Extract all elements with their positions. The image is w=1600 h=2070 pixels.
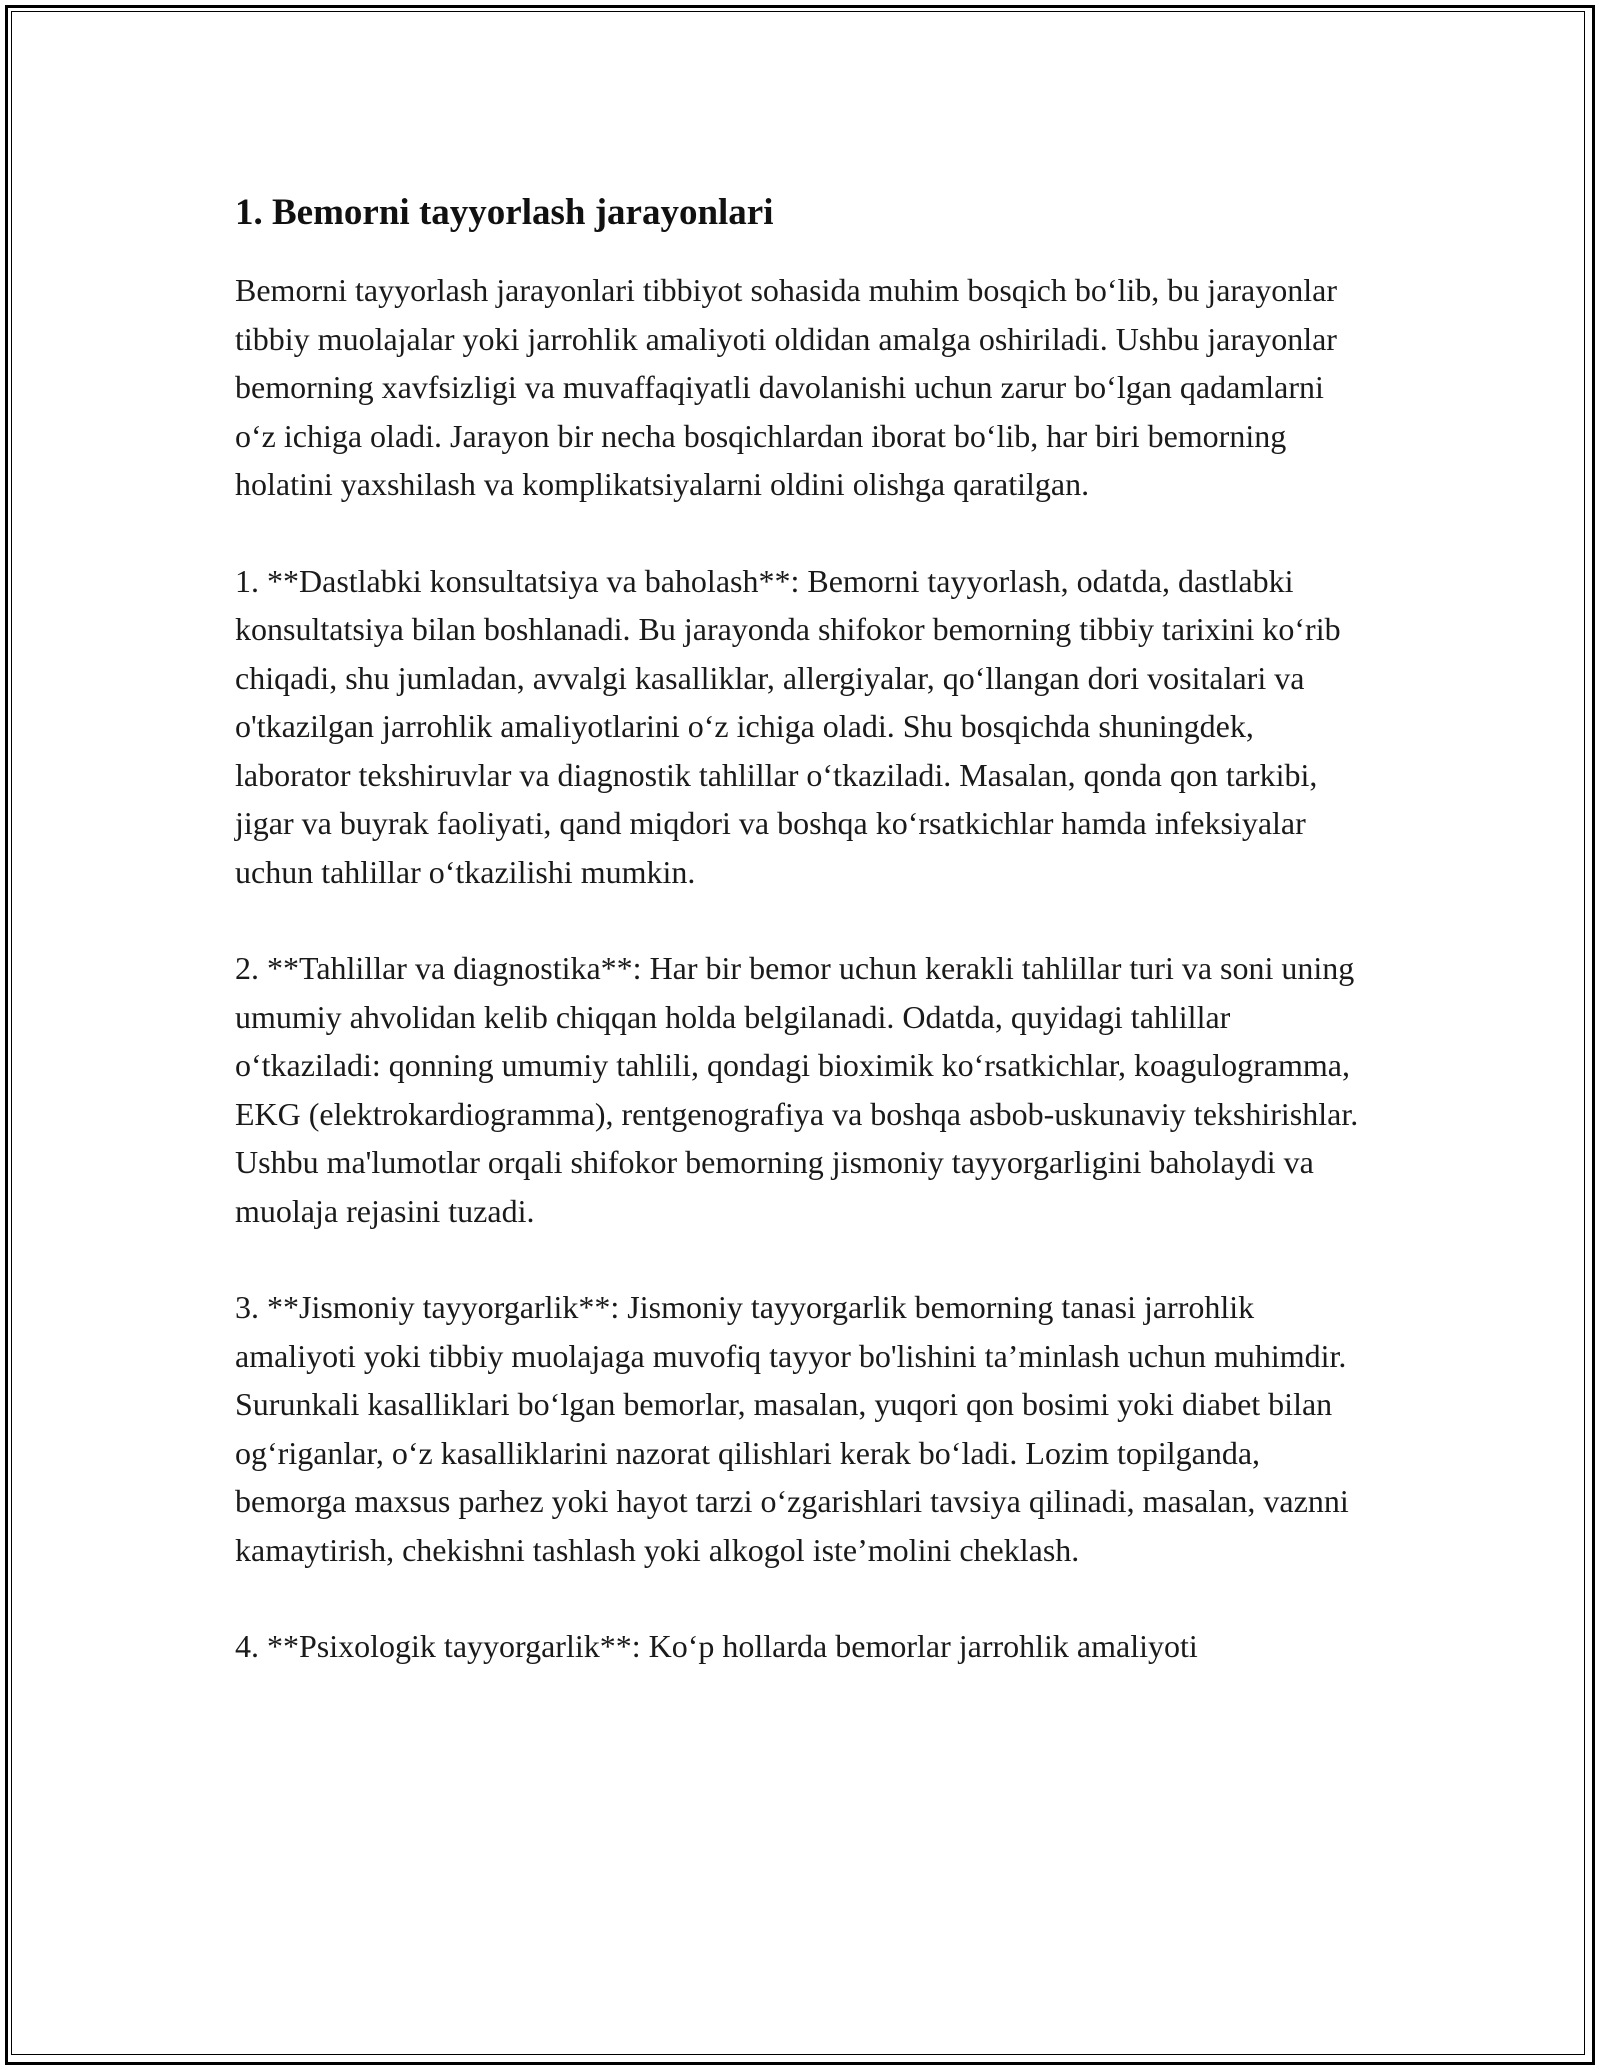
paragraph-diagnostics: 2. **Tahlillar va diagnostika**: Har bir bemor uchun kerakli tahlillar turi va soni uning umumiy ahvolidan kelib chiqqan holda belgilanadi. Odatda, quyidagi tahlillar o‘tkaziladi: qonning umumiy tahlili, qondagi bioximik ko‘rsatkichlar, koagulogramma, EKG (elektrokardiogramma), rentgenografiya va boshqa asbob-uskunaviy tekshirishlar. Ushbu ma'lumotlar orqali shifokor bemorning jismoniy tayyorgarligini baholaydi va muolaja rejasini tuzadi. bbox=[235, 950, 1359, 1229]
paragraph-consultation: 1. **Dastlabki konsultatsiya va baholash**: Bemorni tayyorlash, odatda, dastlabki konsultatsiya bilan boshlanadi. Bu jarayonda shifokor bemorning tibbiy tarixini ko‘rib chiqadi, shu jumladan, avvalgi kasalliklar, allergiyalar, qo‘llangan dori vositalari va o'tkazilgan jarrohlik amaliyotlarini o‘z ichiga oladi. Shu bosqichda shuningdek, laborator tekshiruvlar va diagnostik tahlillar o‘tkaziladi. Masalan, qonda qon tarkibi, jigar va buyrak faoliyati, qand miqdori va boshqa ko‘rsatkichlar hamda infeksiyalar uchun tahlillar o‘tkazilishi mumkin. bbox=[235, 562, 1341, 890]
document-body bbox=[235, 186, 1365, 1719]
paragraph-psychological-preparation: 4. **Psixologik tayyorgarlik**: Ko‘p hollarda bemorlar jarrohlik amaliyoti bbox=[235, 1628, 1198, 1664]
intro-paragraph: Bemorni tayyorlash jarayonlari tibbiyot sohasida muhim bosqich bo‘lib, bu jarayonlar tibbiy muolajalar yoki jarrohlik amaliyoti oldidan amalga oshiriladi. Ushbu jarayonlar bemorning xavfsizligi va muvaffaqiyatli davolanishi uchun zarur bo‘lgan qadamlarni o‘z ichiga oladi. Jarayon bir necha bosqichlardan iborat bo‘lib, har biri bemorning holatini yaxshilash va komplikatsiyalarni oldini olishga qaratilgan. bbox=[235, 272, 1337, 502]
paragraph-physical-preparation: 3. **Jismoniy tayyorgarlik**: Jismoniy tayyorgarlik bemorning tanasi jarrohlik amaliyoti yoki tibbiy muolajaga muvofiq tayyor bo'lishini ta’minlash uchun muhimdir. Surunkali kasalliklari bo‘lgan bemorlar, masalan, yuqori qon bosimi yoki diabet bilan og‘riganlar, o‘z kasalliklarini nazorat qilishlari kerak bo‘ladi. Lozim topilganda, bemorga maxsus parhez yoki hayot tarzi o‘zgarishlari tavsiya qilinadi, masalan, vaznni kamaytirish, chekishni tashlash yoki alkogol iste’molini cheklash. bbox=[235, 1289, 1349, 1568]
section-heading: 1. Bemorni tayyorlash jarayonlari bbox=[235, 192, 774, 233]
